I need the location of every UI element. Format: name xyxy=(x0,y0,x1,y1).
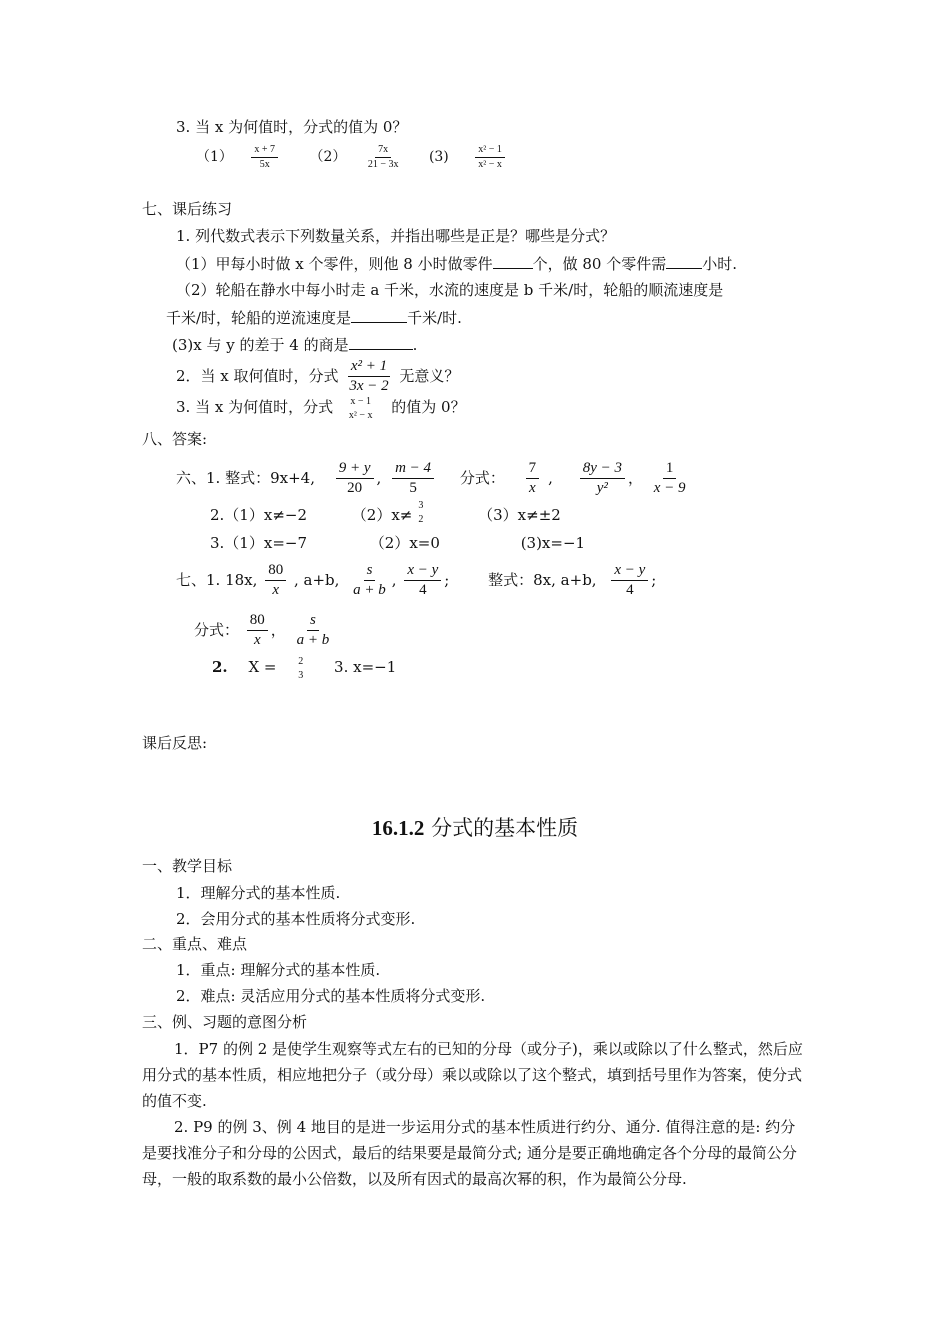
fraction: $\frac{x + 7}{5x}$ xyxy=(251,144,278,170)
answer-row-3: 3.（1）x=−7 （2）x=0 (3)x=−1 xyxy=(210,534,586,552)
label: （1） xyxy=(196,149,233,165)
fraction: $\frac{x - y}{4}$ xyxy=(404,562,441,600)
exercise-1b-cont: 千米/时，轮船的逆流速度是 千米/时. xyxy=(166,306,462,329)
fraction: $\frac{s}{a + b}$ xyxy=(296,612,330,649)
fraction: $\frac{\text{x² − 1}}{\text{x² − x}}$ xyxy=(475,144,505,170)
heading-objectives: 一、教学目标 xyxy=(142,857,233,875)
fraction: $\frac{8y - 3}{\text{y²}}$ xyxy=(580,460,625,498)
key-point-2: 2．难点: 灵活应用分式的基本性质将分式变形. xyxy=(176,987,486,1005)
fraction: $\frac{1}{x - 9}$ xyxy=(653,460,686,497)
answer-blank xyxy=(349,333,413,350)
fraction: $\frac{7x}{21 - 3x}$ xyxy=(367,144,399,170)
key-point-1: 1．重点: 理解分式的基本性质. xyxy=(176,961,381,979)
answer-row-5: 分式： $\frac{80}{x}$ ， $\frac{s}{a + b}$ xyxy=(194,612,335,650)
analysis-paragraph-1: 1．P7 的例 2 是使学生观察等式左右的已知的分母（或分子)，乘以或除以了什么整式，然后应用分式的基本性质，相应地把分子（或分母）乘以或除以了这个整式，填到括号里作为答案，使分式的值不变. xyxy=(142,1040,803,1110)
label: (3) xyxy=(428,149,449,165)
answer-blank xyxy=(351,306,407,323)
fraction: $\frac{s}{a + b}$ xyxy=(353,562,386,599)
exercise-1: 1. 列代数式表示下列数量关系，并指出哪些是正是？哪些是分式？ xyxy=(176,227,616,245)
analysis-paragraph-2: 2. P9 的例 3、例 4 地目的是进一步运用分式的基本性质进行约分、通分. 值得注意的是: 约分是要找准分子和分母的公因式，最后的结果要是最简分式; 通分是要正确地确定各个分母的最简公分母，一般的取系数的最小公倍数，以及所有因式的最高次幂的积，作为最简公分母. xyxy=(142,1118,797,1188)
fraction: $\frac{9 + y}{20}$ xyxy=(336,460,374,498)
answer-row-1: 六、1. 整式：9x+4, $\frac{9 + y}{20}$ , $\frac{m - 4}{5}$ 分式： $\frac{7}{x}$ , $\frac{8y - 3}{\text{y²}}$ ， $\frac{1}{x - 9}$ xyxy=(176,460,692,498)
exercise-3: 3. 当 x 为何值时，分式 x − 1 x² − x 的值为 0？ xyxy=(176,396,466,421)
answer-row-6: 2. X = 2 3 3. x=−1 xyxy=(212,656,397,681)
answer-row-4: 七、1. 18x, $\frac{80}{x}$ , a+b, $\frac{s}{a + b}$ , $\frac{x - y}{4}$ ; 整式：8x, a+b, $\frac{x - y}{4}$ ; xyxy=(176,562,657,599)
exercise-1a: （1）甲每小时做 x 个零件，则他 8 小时做零件 个，做 80 个零件需 小时. xyxy=(176,252,737,275)
fraction: $\frac{x - y}{4}$ xyxy=(611,562,648,600)
reflection: 课后反思: xyxy=(142,734,208,752)
question-3-text: 3. 当 x 为何值时，分式的值为 0？ xyxy=(176,118,408,136)
question-3-fractions xyxy=(196,144,508,170)
exercise-2: 2．当 x 取何值时，分式 $\frac{\text{x² + 1}}{3x - 2}$ 无意义？ xyxy=(176,358,460,395)
heading-analysis: 三、例、习题的意图分析 xyxy=(142,1013,308,1031)
fraction: 3 2 xyxy=(418,500,424,525)
answer-blank xyxy=(666,252,702,269)
fraction: $\frac{\text{x² + 1}}{3x - 2}$ xyxy=(349,358,389,395)
fraction: x − 1 x² − x xyxy=(348,396,373,421)
section-title: 16.1.2 分式的基本性质 xyxy=(371,816,579,840)
section-7-heading: 七、课后练习 xyxy=(142,200,233,218)
answer-row-2: 2.（1）x≠−2 （2）x≠ 3 2 （3）x≠±2 xyxy=(210,500,561,525)
heading-key-points: 二、重点、难点 xyxy=(142,935,248,953)
fraction: $\frac{80}{x}$ xyxy=(247,612,268,650)
fraction: $\frac{7}{x}$ xyxy=(526,460,540,498)
exercise-1c: (3)x 与 y 的差于 4 的商是 . xyxy=(172,333,417,356)
objective-2: 2．会用分式的基本性质将分式变形. xyxy=(176,910,416,928)
answer-blank xyxy=(493,252,533,269)
fraction: $\frac{m - 4}{5}$ xyxy=(392,460,434,498)
exercise-1b: （2）轮船在静水中每小时走 a 千米，水流的速度是 b 千米/时，轮船的顺流速度是 xyxy=(176,281,724,299)
label: （2） xyxy=(309,149,347,165)
fraction: 2 3 xyxy=(298,656,304,681)
answers-heading: 八、答案: xyxy=(142,430,208,448)
fraction: $\frac{80}{x}$ xyxy=(265,562,286,600)
objective-1: 1．理解分式的基本性质. xyxy=(176,884,341,902)
